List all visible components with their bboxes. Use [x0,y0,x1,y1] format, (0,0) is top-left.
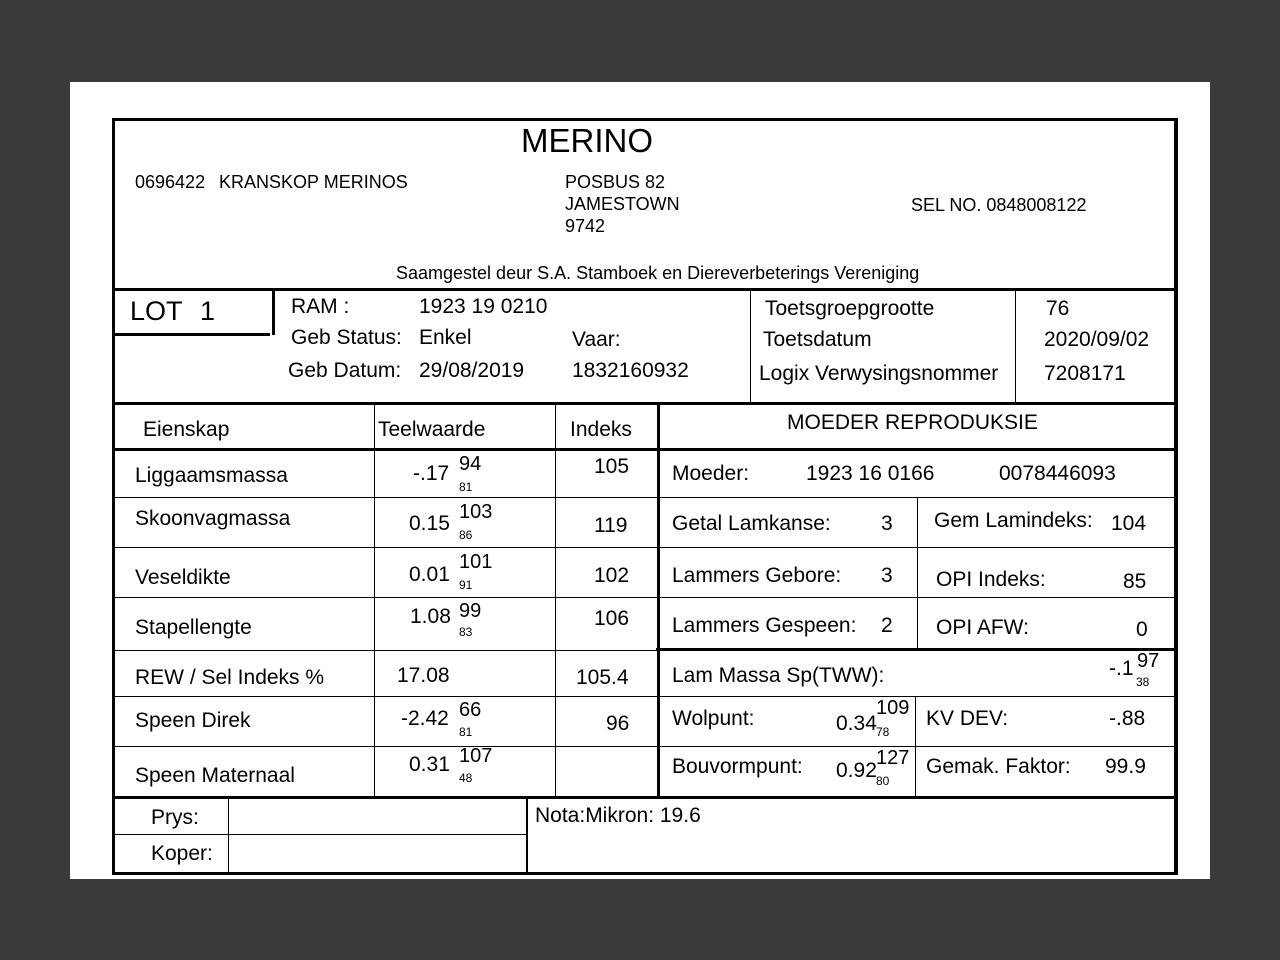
wool-score-sup: 109 [876,697,910,719]
trait-name: Speen Direk [135,709,251,732]
wool-score-sub: 78 [876,725,890,739]
address-line-2: JAMESTOWN [565,194,680,214]
ram-label: RAM : [291,295,350,318]
lot-label: LOT [130,296,183,326]
lambs-weaned-value: 2 [881,614,893,637]
note: Nota:Mikron: 19.6 [535,804,701,827]
address-line-1: POSBUS 82 [565,172,666,192]
trait-index: 106 [594,607,630,630]
test-date-label: Toetsdatum [763,328,872,351]
border-top [112,118,1176,121]
opi-afw-label: OPI AFW: [936,616,1029,639]
lot-box-right [272,289,275,335]
trait-value: -2.42 [401,707,449,730]
dam-section-title: MOEDER REPRODUKSIE [787,411,1038,434]
row-line-5 [112,696,658,697]
divider-table-head [112,448,1176,451]
trait-sup: 107 [459,745,493,767]
compiled-by: Saamgestel deur S.A. Stamboek en Diereverbeterings Vereniging [396,263,920,283]
lamb-chances-label: Getal Lamkanse: [672,512,831,535]
ease-factor-label: Gemak. Faktor: [926,755,1071,778]
footer-col-divider-1 [228,798,229,874]
owner-name: KRANSKOP MERINOS [219,172,408,192]
sel-number: SEL NO. 0848008122 [911,195,1087,215]
trait-value: 17.08 [397,664,450,687]
trait-sub: 48 [459,771,473,785]
status-value: Enkel [419,326,472,349]
trait-value: 1.08 [410,605,451,628]
buyer-field[interactable] [240,843,520,865]
opi-afw-value: 0 [1136,618,1148,641]
trait-index: 119 [594,514,628,537]
group-size-value: 76 [1046,297,1070,320]
info-divider-2 [1015,289,1016,403]
trait-sub: 81 [459,480,473,494]
col-divider-3 [657,404,660,797]
col-divider-2 [555,404,556,797]
trait-value: 0.01 [409,563,450,586]
conformation-sup: 127 [876,747,910,769]
reference-label: Logix Verwysingsnommer [759,362,999,385]
avg-lamb-index-label: Gem Lamindeks: [934,509,1093,532]
footer-col-divider-2 [526,798,528,874]
border-bottom [112,872,1176,875]
divider-footer [112,796,1176,799]
lot-number: 1 [200,296,216,326]
trait-index: 105.4 [576,666,629,689]
test-date-value: 2020/09/02 [1044,328,1150,351]
address-line-3: 9742 [565,216,606,236]
trait-sup: 66 [459,699,482,721]
divider-info [112,402,1176,405]
conformation-sub: 80 [876,774,890,788]
lamb-mass-sup: 97 [1137,650,1160,672]
trait-index: 105 [594,455,630,478]
row-line-2 [112,547,658,548]
trait-sup: 101 [459,551,493,573]
header-trait: Eienskap [143,418,230,441]
ease-factor-value: 99.9 [1105,755,1146,778]
trait-sub: 91 [459,578,473,592]
lamb-chances-value: 3 [881,512,893,535]
dam-line-6 [659,746,1175,747]
price-label: Prys: [151,806,199,829]
dam-col-divider-1 [917,497,918,649]
trait-sup: 103 [459,501,493,523]
sire-label: Vaar: [572,328,621,351]
breed-title: MERINO [521,122,653,159]
dam-label: Moeder: [672,462,750,485]
dam-line-2 [659,547,1175,548]
trait-value: -.17 [413,462,450,485]
ram-value: 1923 19 0210 [419,295,548,318]
trait-name: Skoonvagmassa [135,507,291,530]
lambs-born-value: 3 [881,564,893,587]
trait-value: 0.15 [409,512,450,535]
trait-name: Liggaamsmassa [135,464,288,487]
trait-name: Speen Maternaal [135,764,295,787]
trait-sub: 83 [459,625,473,639]
dam-line-4 [656,648,1176,651]
trait-sup: 94 [459,453,482,475]
lamb-mass-value: -.1 [1109,657,1134,680]
row-line-4 [112,650,658,651]
header-breeding-value: Teelwaarde [378,418,486,441]
dam-line-3 [659,597,1175,598]
conformation-label: Bouvormpunt: [672,755,803,778]
trait-sup: 99 [459,600,482,622]
dam-line-1 [659,497,1175,498]
trait-name: Stapellengte [135,616,252,639]
lambs-weaned-label: Lammers Gespeen: [672,614,857,637]
kv-dev-value: -.88 [1109,707,1146,730]
buyer-label: Koper: [151,842,213,865]
row-line-6 [112,746,658,747]
trait-index: 96 [606,712,630,735]
footer-row-line [112,834,526,835]
trait-value: 0.31 [409,753,450,776]
birth-date-label: Geb Datum: [288,359,402,382]
lot-box-bottom [112,333,270,336]
owner-code: 0696422 [135,172,206,192]
dam-registration: 0078446093 [999,462,1116,485]
sire-value: 1832160932 [572,359,689,382]
lamb-mass-label: Lam Massa Sp(TWW): [672,664,885,687]
row-line-3 [112,597,658,598]
trait-name: REW / Sel Indeks % [135,666,325,689]
conformation-value: 0.92 [836,759,877,782]
trait-name: Veseldikte [135,566,231,589]
header-index: Indeks [570,418,632,441]
lambs-born-label: Lammers Gebore: [672,564,842,587]
group-size-label: Toetsgroepgrootte [765,297,935,320]
row-line-1 [112,497,658,498]
trait-index: 102 [594,564,630,587]
opi-index-label: OPI Indeks: [936,568,1046,591]
dam-id: 1923 16 0166 [806,462,935,485]
price-field[interactable] [240,807,520,829]
status-label: Geb Status: [291,326,402,349]
lamb-mass-sub: 38 [1136,675,1150,689]
wool-score-label: Wolpunt: [672,707,755,730]
reference-value: 7208171 [1044,362,1126,385]
sale-lot-card [70,82,1210,879]
opi-index-value: 85 [1123,570,1147,593]
wool-score-value: 0.34 [836,712,877,735]
info-divider-1 [750,289,751,403]
kv-dev-label: KV DEV: [926,707,1009,730]
birth-date-value: 29/08/2019 [419,359,525,382]
trait-sub: 81 [459,725,473,739]
dam-line-5 [659,696,1175,697]
avg-lamb-index-value: 104 [1111,512,1147,535]
col-divider-1 [374,404,375,797]
trait-sub: 86 [459,528,473,542]
